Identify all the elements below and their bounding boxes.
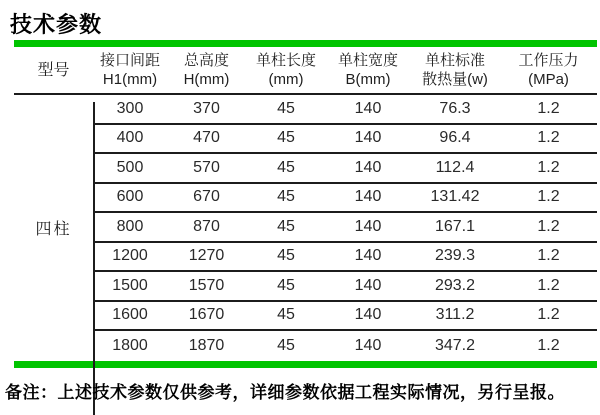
- cell-total-height: 670: [193, 188, 220, 206]
- cell-heat-output: 167.1: [434, 217, 476, 235]
- footer-note: 备注：上述技术参数仅供参考，详细参数依据工程实际情况，另行呈报。: [5, 383, 565, 402]
- header-line2: (MPa): [528, 71, 569, 88]
- column-header-model: 型号: [37, 61, 70, 79]
- table-row: [93, 154, 597, 184]
- column-header-working-pressure: [500, 51, 597, 89]
- header-line2: (mm): [268, 71, 304, 88]
- header-line1: 单柱长度: [255, 52, 316, 69]
- cell-working-pressure: 1.2: [537, 99, 560, 117]
- cell-h1-spacing: 800: [116, 217, 144, 235]
- model-column-divider: [93, 102, 95, 415]
- cell-column-length: 45: [277, 247, 295, 265]
- cell-column-length: 45: [277, 99, 295, 117]
- table-bottom-accent-bar: [14, 361, 597, 368]
- header-line1: 接口间距: [99, 52, 160, 69]
- cell-column-length: 45: [277, 336, 295, 354]
- cell-total-height: 870: [193, 217, 220, 235]
- table-row: [93, 125, 597, 155]
- cell-total-height: 1570: [188, 276, 225, 294]
- column-header-heat-output: [410, 51, 500, 89]
- header-line1: 总高度: [183, 52, 229, 69]
- column-header-h1-spacing: [93, 51, 167, 89]
- cell-heat-output: 293.2: [434, 276, 476, 294]
- spec-table: [14, 40, 597, 368]
- table-header-row: [14, 47, 597, 95]
- cell-heat-output: 239.3: [434, 247, 476, 265]
- cell-total-height: 1670: [188, 306, 225, 324]
- cell-total-height: 370: [193, 99, 220, 117]
- table-body: [14, 95, 597, 361]
- cell-heat-output: 76.3: [439, 99, 471, 117]
- cell-total-height: 470: [193, 129, 220, 147]
- cell-h1-spacing: 1600: [112, 306, 148, 324]
- cell-column-length: 45: [277, 217, 295, 235]
- cell-working-pressure: 1.2: [537, 129, 560, 147]
- table-row: [93, 331, 597, 361]
- table-row: [93, 302, 597, 332]
- cell-column-length: 45: [277, 276, 295, 294]
- cell-heat-output: 347.2: [434, 336, 476, 354]
- cell-working-pressure: 1.2: [537, 276, 560, 294]
- cell-column-length: 45: [277, 306, 295, 324]
- data-rows: [93, 95, 597, 361]
- table-row: [93, 213, 597, 243]
- cell-column-width: 140: [354, 99, 382, 117]
- header-line1: 单柱标准: [424, 52, 485, 69]
- cell-column-length: 45: [277, 129, 295, 147]
- model-value-cell: 四柱: [35, 221, 72, 239]
- cell-total-height: 1270: [188, 247, 225, 265]
- cell-h1-spacing: 500: [116, 158, 144, 176]
- cell-column-length: 45: [277, 188, 295, 206]
- header-line2: 散热量(w): [422, 71, 488, 88]
- cell-column-length: 45: [277, 158, 295, 176]
- column-header-total-height: [167, 51, 246, 89]
- cell-column-width: 140: [354, 188, 382, 206]
- cell-h1-spacing: 1200: [112, 247, 148, 265]
- cell-column-width: 140: [354, 158, 382, 176]
- cell-total-height: 570: [193, 158, 220, 176]
- cell-column-width: 140: [354, 276, 382, 294]
- column-header-column-length: [246, 51, 326, 89]
- cell-column-width: 140: [354, 306, 382, 324]
- cell-h1-spacing: 600: [116, 188, 144, 206]
- cell-h1-spacing: 1800: [112, 336, 148, 354]
- cell-column-width: 140: [354, 247, 382, 265]
- header-line1: 单柱宽度: [337, 52, 398, 69]
- cell-h1-spacing: 1500: [112, 276, 148, 294]
- cell-h1-spacing: 400: [116, 129, 144, 147]
- cell-working-pressure: 1.2: [537, 306, 560, 324]
- table-row: [93, 184, 597, 214]
- header-line2: H(mm): [183, 71, 230, 88]
- cell-total-height: 1870: [188, 336, 225, 354]
- cell-column-width: 140: [354, 336, 382, 354]
- cell-column-width: 140: [354, 217, 382, 235]
- cell-column-width: 140: [354, 129, 382, 147]
- table-row: [93, 243, 597, 273]
- cell-working-pressure: 1.2: [537, 247, 560, 265]
- cell-heat-output: 311.2: [435, 306, 475, 324]
- cell-heat-output: 112.4: [435, 158, 475, 176]
- page-title: 技术参数: [10, 12, 103, 37]
- cell-heat-output: 131.42: [430, 188, 480, 206]
- cell-heat-output: 96.4: [439, 129, 471, 147]
- table-top-accent-bar: [14, 40, 597, 47]
- column-header-column-width: [326, 51, 410, 89]
- header-line2: B(mm): [345, 71, 391, 88]
- cell-working-pressure: 1.2: [537, 188, 560, 206]
- header-line2: H1(mm): [102, 71, 158, 88]
- header-line1: 工作压力: [518, 52, 579, 69]
- cell-working-pressure: 1.2: [537, 217, 560, 235]
- table-row: [93, 95, 597, 125]
- cell-h1-spacing: 300: [116, 99, 144, 117]
- table-row: [93, 272, 597, 302]
- cell-working-pressure: 1.2: [537, 336, 560, 354]
- cell-working-pressure: 1.2: [537, 158, 560, 176]
